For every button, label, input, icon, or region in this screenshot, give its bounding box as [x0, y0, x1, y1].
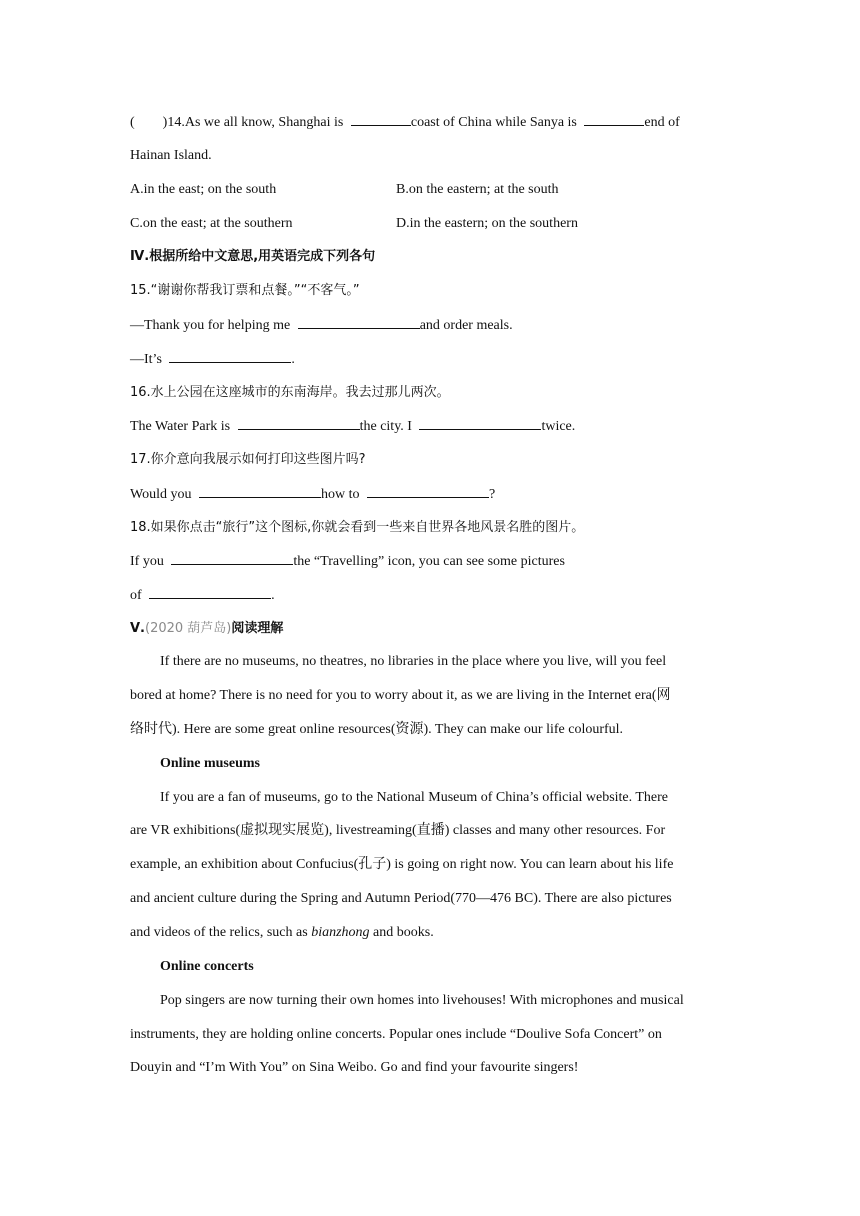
- q16-text-a: The Water Park is: [130, 419, 231, 434]
- paragraph-line: bored at home? There is no need for you to worry about it, as we are living in the Internet era(网: [130, 688, 671, 703]
- option-a: A.in the east; on the south: [130, 182, 277, 197]
- option-b: B.on the eastern; at the south: [396, 182, 559, 197]
- paragraph-line: [130, 923, 434, 943]
- paragraph-text: and books.: [373, 925, 434, 940]
- paragraph-line: Douyin and “I’m With You” on Sina Weibo. Go and find your favourite singers!: [130, 1060, 579, 1075]
- q17-chinese: 17.你介意向我展示如何打印这些图片吗?: [130, 452, 366, 467]
- answer-blank[interactable]: [169, 349, 291, 363]
- answer-blank[interactable]: [238, 416, 360, 430]
- q18-text-c: of: [130, 588, 142, 603]
- italic-term: bianzhong: [311, 925, 370, 940]
- paragraph-line: Pop singers are now turning their own homes into livehouses! With microphones and musical: [160, 993, 684, 1008]
- q16-chinese: 16.水上公园在这座城市的东南海岸。我去过那儿两次。: [130, 385, 450, 400]
- option-c: C.on the east; at the southern: [130, 216, 293, 231]
- q18-text-a: If you: [130, 554, 164, 569]
- answer-blank[interactable]: [298, 315, 420, 329]
- answer-blank[interactable]: [419, 416, 541, 430]
- paragraph-line: If you are a fan of museums, go to the National Museum of China’s official website. There: [160, 790, 669, 805]
- subheading-online-museums: Online museums: [160, 756, 260, 771]
- q16-english: [130, 416, 575, 437]
- q16-text-c: twice.: [541, 419, 576, 434]
- answer-blank[interactable]: [367, 484, 489, 498]
- q15-text-b: and order meals.: [419, 318, 513, 333]
- q18-english-line1: [130, 551, 565, 572]
- subheading-online-concerts: Online concerts: [160, 959, 254, 974]
- q17-text-b: how to: [320, 487, 360, 502]
- q17-english: [130, 484, 495, 505]
- q15-text-d: .: [291, 352, 295, 367]
- paragraph-line: are VR exhibitions(虚拟现实展览), livestreaming(直播) classes and many other resources. For: [130, 823, 666, 838]
- q18-english-line2: [130, 585, 275, 606]
- q17-text-c: ?: [488, 487, 496, 502]
- q17-text-a: Would you: [130, 487, 192, 502]
- section-5-number: Ⅴ.: [130, 621, 145, 636]
- paragraph-line: If there are no museums, no theatres, no libraries in the place where you live, will you feel: [160, 654, 667, 669]
- q16-text-b: the city. I: [359, 419, 412, 434]
- answer-blank[interactable]: [584, 112, 644, 126]
- q15-english-line1: [130, 315, 513, 336]
- section-5-heading: [130, 619, 283, 639]
- section-5-source: (2020 葫芦岛): [145, 621, 232, 636]
- paragraph-text: and videos of the relics, such as: [130, 925, 308, 940]
- paragraph-line: and ancient culture during the Spring and Autumn Period(770—476 BC). There are also pictures: [130, 891, 672, 906]
- q18-text-d: .: [271, 588, 275, 603]
- answer-blank[interactable]: [199, 484, 321, 498]
- answer-blank[interactable]: [149, 585, 271, 599]
- option-d: D.in the eastern; on the southern: [396, 216, 578, 231]
- answer-blank[interactable]: [171, 551, 293, 565]
- answer-blank[interactable]: [351, 112, 411, 126]
- q14-text-d: Hainan Island.: [130, 148, 212, 163]
- question-14-stem: [130, 112, 680, 133]
- q15-text-c: —It’s: [130, 352, 162, 367]
- section-5-title: 阅读理解: [231, 621, 284, 636]
- q15-chinese: 15.“谢谢你帮我订票和点餐。”“不客气。”: [130, 283, 360, 298]
- q15-english-line2: [130, 349, 295, 370]
- paragraph-line: instruments, they are holding online concerts. Popular ones include “Doulive Sofa Concert” on: [130, 1027, 662, 1042]
- q15-text-a: —Thank you for helping me: [130, 318, 291, 333]
- answer-paren: ( ): [130, 115, 168, 130]
- paragraph-line: 络时代). Here are some great online resources(资源). They can make our life colourful.: [130, 722, 624, 737]
- q14-text-c: end of: [644, 115, 680, 130]
- q14-text-a: 14.As we all know, Shanghai is: [167, 115, 344, 130]
- section-4-heading: Ⅳ.根据所给中文意思,用英语完成下列各句: [130, 249, 376, 264]
- q14-text-b: coast of China while Sanya is: [410, 115, 577, 130]
- paragraph-line: example, an exhibition about Confucius(孔子) is going on right now. You can learn about his life: [130, 857, 674, 872]
- q18-chinese: 18.如果你点击“旅行”这个图标,你就会看到一些来自世界各地风景名胜的图片。: [130, 520, 585, 535]
- q18-text-b: the “Travelling” icon, you can see some pictures: [293, 554, 565, 569]
